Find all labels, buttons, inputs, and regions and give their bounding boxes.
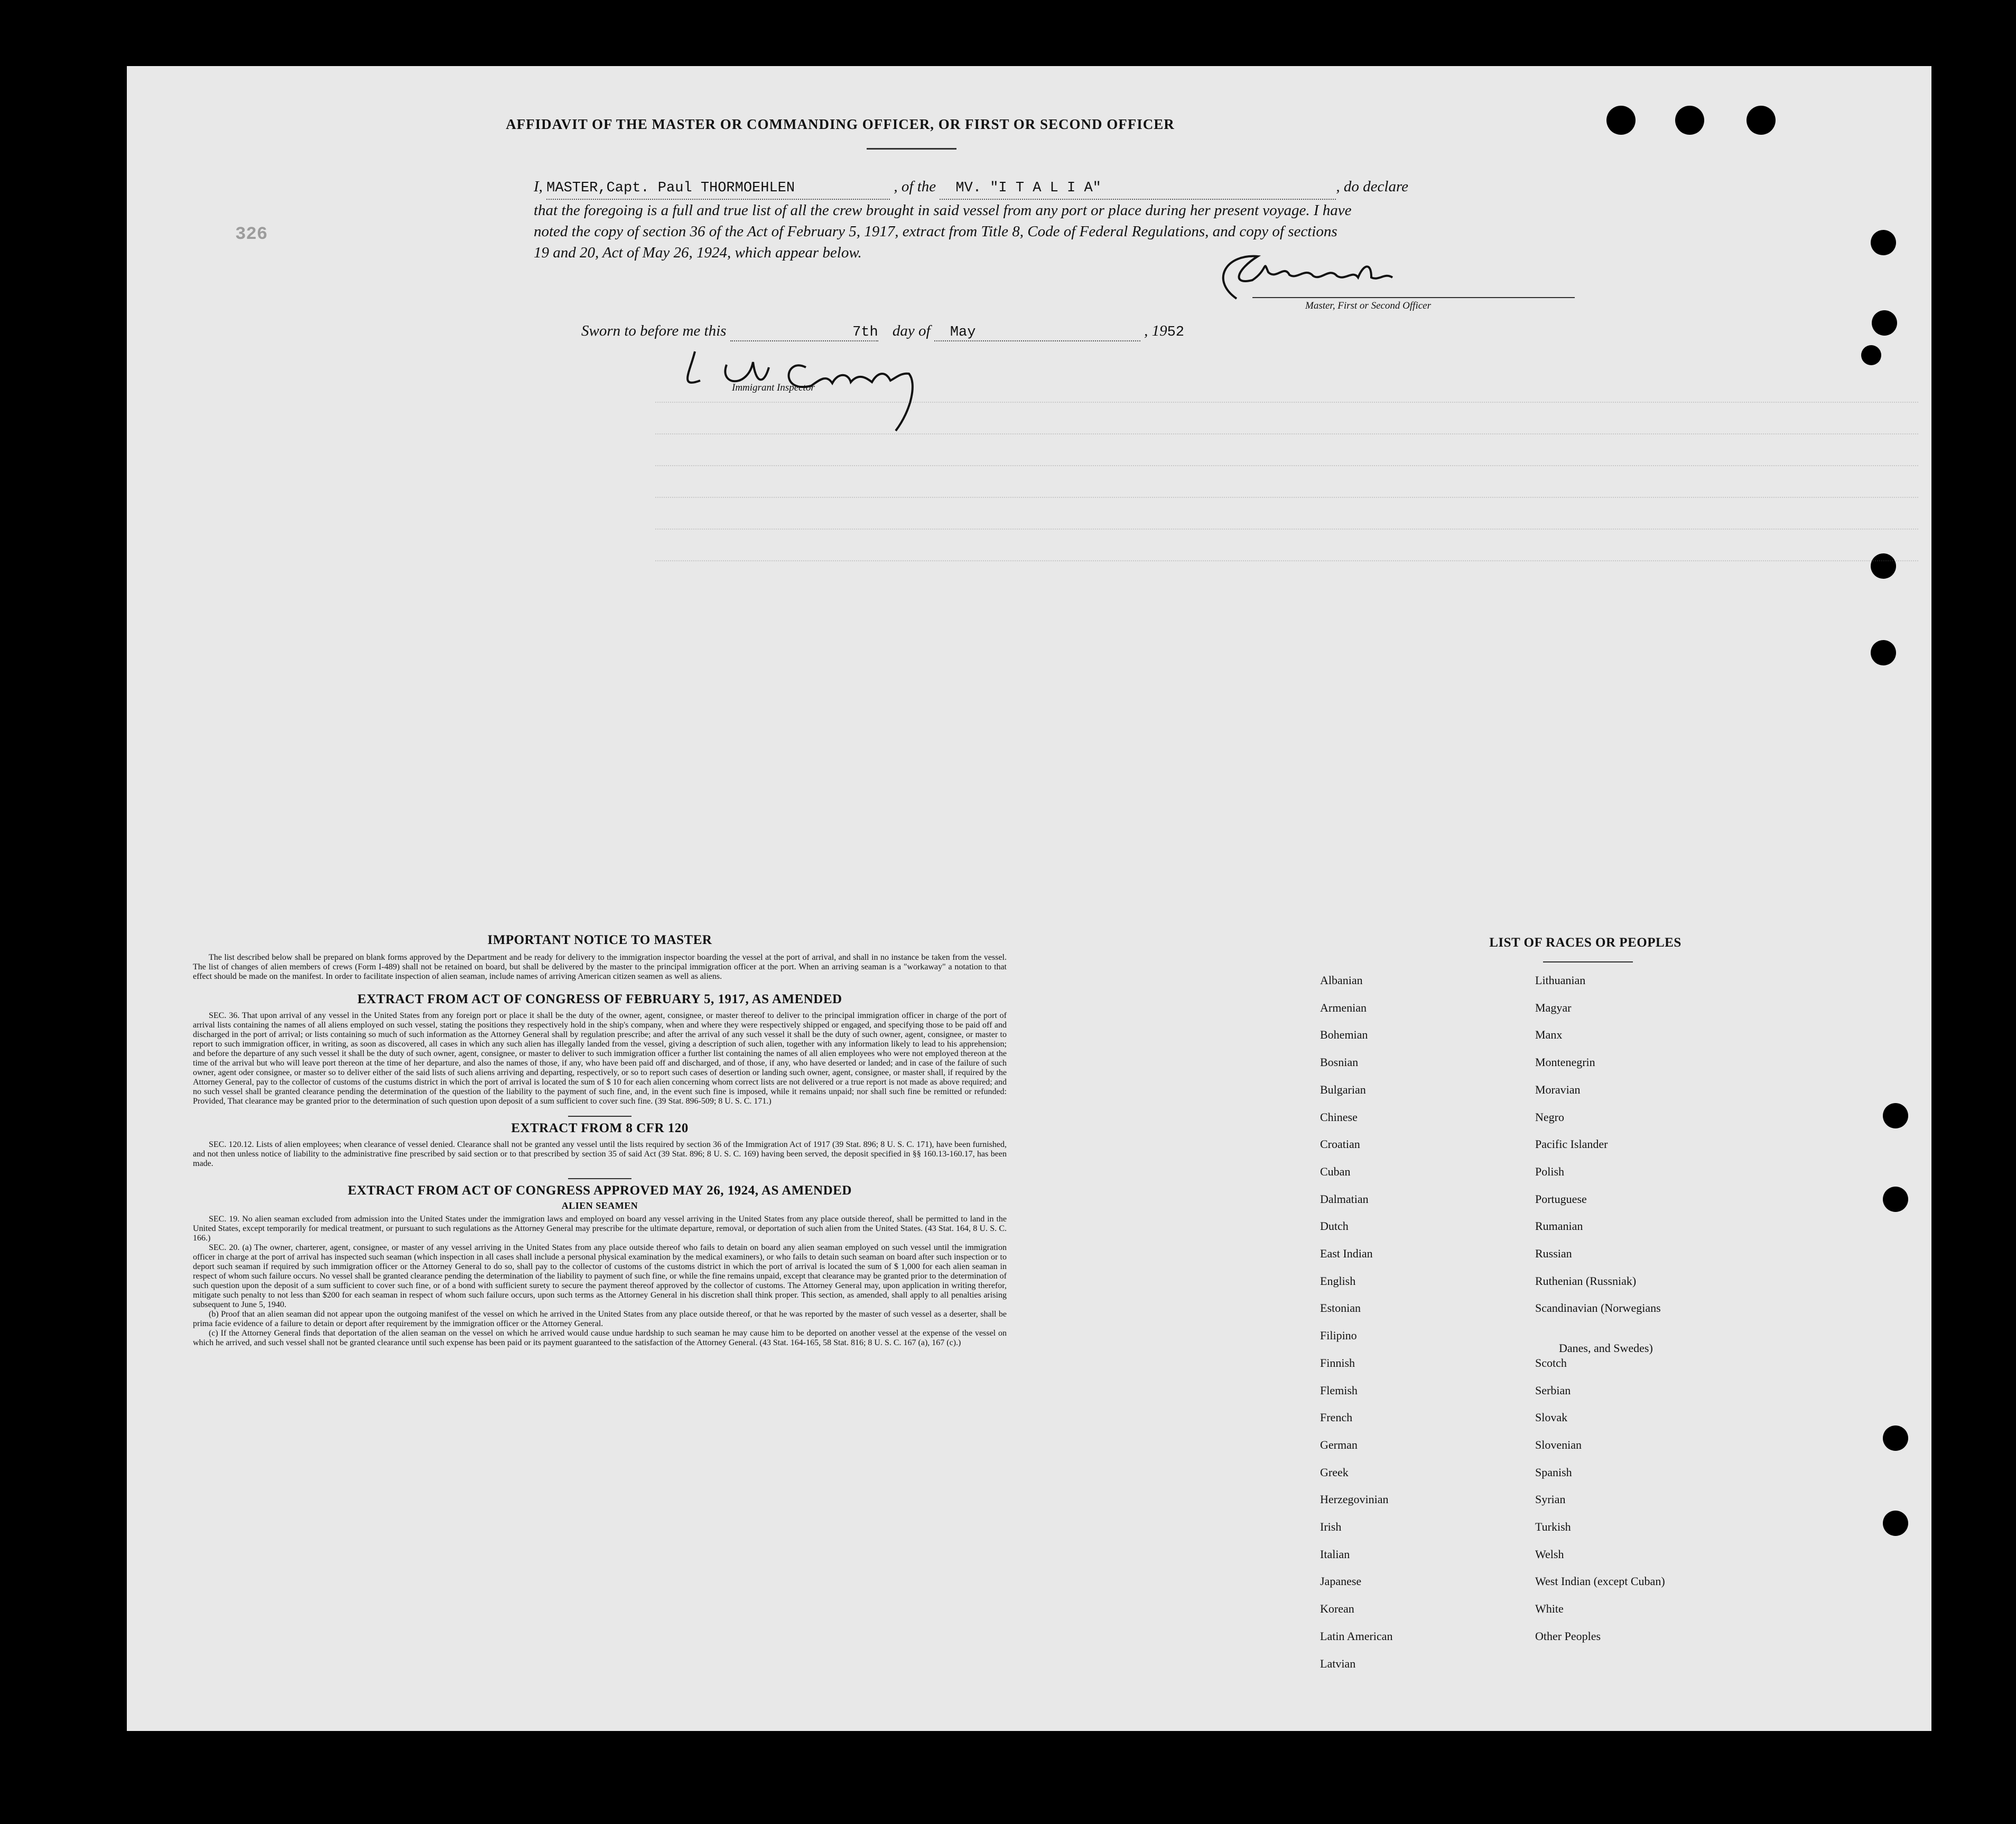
race-item: Chinese bbox=[1320, 1110, 1358, 1124]
race-item: Armenian bbox=[1320, 1001, 1367, 1014]
document-page bbox=[127, 66, 1931, 1731]
race-item: Danes, and Swedes) bbox=[1559, 1341, 1653, 1355]
race-item: Magyar bbox=[1535, 1001, 1572, 1014]
race-item: Lithuanian bbox=[1535, 974, 1586, 987]
extract-1924-sec19: SEC. 19. No alien seaman excluded from admission into the United States under the immigration laws and employed on board any vessel arriving in the United States from any place outside thereof, shall be permitted to land in the United States, except temporarily for medical treatment, or pursuant to such regulations as the Attorney General may prescribe for the ultimate departure, removal, or deportation of such alien from the United States. (43 Stat. 164, 8 U. S. C. 166.) bbox=[193, 1215, 1007, 1243]
legal-notices bbox=[193, 933, 1007, 1348]
sworn-month-field: May bbox=[934, 325, 1140, 341]
sworn-line bbox=[581, 322, 1184, 341]
year-prefix: , 19 bbox=[1144, 322, 1167, 339]
extract-1924-title: EXTRACT FROM ACT OF CONGRESS APPROVED MAY 26, 1924, AS AMENDED bbox=[348, 1183, 852, 1198]
sworn-day-field: 7th bbox=[730, 325, 878, 341]
race-item: Japanese bbox=[1320, 1575, 1362, 1588]
race-item: Portuguese bbox=[1535, 1192, 1587, 1206]
race-item: French bbox=[1320, 1411, 1353, 1424]
race-item: Negro bbox=[1535, 1110, 1564, 1124]
notice-body: The list described below shall be prepared on blank forms approved by the Department and be ready for delivery to the immigration inspector boarding the vessel at the port of arrival, and shall in no instance be taken from the vessel. The list of changes of alien members of crews (Form I-489) shall not be retained on board, but shall be delivered by the master to the principal immigration officer at the port. When an arriving seaman is a "workaway" a notation to that effect should be made on the manifest. In order to facilitate inspection of alien seaman, include names of arriving American citizen seamen as well as aliens. bbox=[193, 953, 1007, 981]
title-rule bbox=[867, 148, 956, 150]
race-item: White bbox=[1535, 1602, 1564, 1615]
race-item: Irish bbox=[1320, 1520, 1342, 1533]
punch-hole bbox=[1746, 106, 1776, 135]
race-item: English bbox=[1320, 1274, 1356, 1288]
race-item: Polish bbox=[1535, 1165, 1565, 1178]
do-declare-label: , do declare bbox=[1336, 178, 1409, 195]
race-item: Cuban bbox=[1320, 1165, 1351, 1178]
race-item: Manx bbox=[1535, 1028, 1563, 1041]
punch-hole bbox=[1883, 1103, 1908, 1128]
race-item: Korean bbox=[1320, 1602, 1354, 1615]
race-item: Ruthenian (Russniak) bbox=[1535, 1274, 1637, 1288]
affidavit-title: AFFIDAVIT OF THE MASTER OR COMMANDING OFFICER, OR FIRST OR SECOND OFFICER bbox=[506, 116, 1175, 132]
extract-cfr-body: SEC. 120.12. Lists of alien employees; when clearance of vessel denied. Clearance shall not be granted any vessel until the lists required by section 36 of the Immigration Act of 1917 (39 Stat. 896; 8 U. S. C. 171), have been furnished, and not then unless notice of liability to the administrative fine prescribed by said section or to that prescribed by section 35 of said Act (39 Stat. 896; 8 U. S. C. 169) having been served, the deposit specified in §§ 160.13-160.17, has been made. bbox=[193, 1140, 1007, 1168]
race-item: Bulgarian bbox=[1320, 1083, 1366, 1096]
races-title: LIST OF RACES OR PEOPLES bbox=[1489, 936, 1681, 950]
race-item: Finnish bbox=[1320, 1356, 1355, 1369]
bleed-through-table bbox=[655, 391, 1918, 671]
race-item: Herzegovinian bbox=[1320, 1493, 1389, 1506]
race-item: Scandinavian (Norwegians bbox=[1535, 1301, 1661, 1314]
year-suffix: 52 bbox=[1167, 325, 1185, 340]
race-item: Slovak bbox=[1535, 1411, 1568, 1424]
punch-hole bbox=[1606, 106, 1636, 135]
divider bbox=[568, 1116, 631, 1117]
race-item: Latin American bbox=[1320, 1629, 1393, 1643]
punch-hole bbox=[1871, 230, 1896, 255]
race-item: Scotch bbox=[1535, 1356, 1567, 1369]
punch-hole bbox=[1883, 1511, 1908, 1536]
race-item: East Indian bbox=[1320, 1247, 1373, 1260]
extract-cfr-title: EXTRACT FROM 8 CFR 120 bbox=[511, 1121, 689, 1135]
punch-hole bbox=[1883, 1187, 1908, 1212]
extract-1917-body: SEC. 36. That upon arrival of any vessel in the United States from any foreign port or place it shall be the duty of the owner, agent, consignee, or master thereof to deliver to the principal immigration officer in charge of the port of arrival lists containing the names of all aliens employed on such vessel, stating the positions they respectively hold in the ship's company, when and where they were respectively shipped or engaged, and specifying those to be paid off and discharged in the port of arrival; or lists containing so much of such information as the Attorney General shall by regulation prescribe; and after the arrival of any such vessel it shall be the duty of such owner, agent, consignee, or master to report to such immigration officer, in writing, as soon as discovered, all cases in which any such alien has illegally landed from the vessel, giving a description of such alien, together with any information likely to lead to his apprehension; and before the departure of any such vessel it shall be the duty of such owner, agent, consignee, or master to deliver to such immigration officer a further list containing the names of all alien employees who were not employed thereon at the time of the arrival but who will leave port thereon at the time of her departure, and also the names of those, if any, who have been paid off and discharged, and of those, if any, who have deserted or landed; and in case of the failure of such owner, agent oder consignee, or master so to deliver either of the said lists of such aliens arriving and departing, respectively, or so to report such cases of desertion or landing such owner, agent, consignee, or master shall, if required by the Attorney General, pay to the collector of customs of the custums district in which the port of arrival is located the sum of $ 10 for each alien concerning whom correct lists are not delivered or a true report is not made as above required; and no such vessel shall be granted clearance pending the determination of the question of the liability to the payment of such fine, and, in the event such fine is imposed, while it remains unpaid; nor shall such fine be remitted or refunded: Provided, That clearance may be granted prior to the determination of such question upon deposit of a sum sufficient to cover such fine. (39 Stat. 896-509; 8 U. S. C. 171.) bbox=[193, 1011, 1007, 1106]
notice-title: IMPORTANT NOTICE TO MASTER bbox=[487, 933, 712, 947]
race-item: Spanish bbox=[1535, 1466, 1572, 1479]
race-item: Rumanian bbox=[1535, 1219, 1583, 1233]
race-item: Albanian bbox=[1320, 974, 1363, 987]
sworn-label: Sworn to before me this bbox=[581, 322, 727, 339]
extract-1924-sec20b: (b) Proof that an alien seaman did not appear upon the outgoing manifest of the vessel on which he arrived in the United States from any place outside thereof, or that he was reported by the master of such vessel as a deserter, shall be prima facie evidence of a failure to detain or deport after requirement by the immigration officer or the Attorney General. bbox=[193, 1310, 1007, 1328]
race-item: Croatian bbox=[1320, 1137, 1360, 1151]
race-item: Filipino bbox=[1320, 1329, 1357, 1342]
declaration-line-3: noted the copy of section 36 of the Act of February 5, 1917, extract from Title 8, Code of Federal Regulations, and copy of sections bbox=[534, 223, 1337, 240]
declaration-line-2: that the foregoing is a full and true list of all the crew brought in said vessel from any port or place during her present voyage. I have bbox=[534, 202, 1352, 219]
race-item: Bosnian bbox=[1320, 1055, 1359, 1069]
day-of-label: day of bbox=[892, 322, 931, 339]
divider bbox=[568, 1178, 631, 1179]
of-the-label: , of the bbox=[894, 178, 936, 195]
declaration-line-1 bbox=[534, 176, 1527, 200]
race-item: Other Peoples bbox=[1535, 1629, 1601, 1643]
race-item: Latvian bbox=[1320, 1657, 1356, 1670]
race-item: Estonian bbox=[1320, 1301, 1361, 1314]
race-item: Flemish bbox=[1320, 1384, 1358, 1397]
officer-caption: Master, First or Second Officer bbox=[1305, 300, 1432, 311]
master-signature-block bbox=[1131, 248, 1575, 311]
race-item: Montenegrin bbox=[1535, 1055, 1595, 1069]
extract-1917-title: EXTRACT FROM ACT OF CONGRESS OF FEBRUARY 5, 1917, AS AMENDED bbox=[357, 992, 842, 1006]
margin-number: 326 bbox=[235, 225, 268, 245]
punch-hole bbox=[1861, 345, 1881, 365]
punch-hole bbox=[1675, 106, 1704, 135]
inspector-caption: Immigrant Inspector bbox=[732, 382, 815, 393]
i-label: I, bbox=[534, 178, 543, 195]
race-item: Syrian bbox=[1535, 1493, 1566, 1506]
race-item: Slovenian bbox=[1535, 1438, 1582, 1451]
race-item: Dutch bbox=[1320, 1219, 1349, 1233]
vessel-name-field: MV. "I T A L I A" bbox=[940, 178, 1336, 200]
punch-hole bbox=[1872, 310, 1897, 336]
race-item: Russian bbox=[1535, 1247, 1572, 1260]
race-item: Turkish bbox=[1535, 1520, 1571, 1533]
race-item: Serbian bbox=[1535, 1384, 1571, 1397]
race-item: Moravian bbox=[1535, 1083, 1581, 1096]
race-item: Italian bbox=[1320, 1548, 1350, 1561]
race-item: Greek bbox=[1320, 1466, 1349, 1479]
race-item: West Indian (except Cuban) bbox=[1535, 1575, 1665, 1588]
extract-1924-subtitle: ALIEN SEAMEN bbox=[561, 1200, 638, 1211]
extract-1924-sec20a: SEC. 20. (a) The owner, charterer, agent, consignee, or master of any vessel arriving in the United States from any place outside thereof who fails to detain on board any alien seaman employed on such vessel until the immigration officer in charge at the port of arrival has inspected such seaman (which inspection in all cases shall include a personal physical examination by the medical examiners), or who fails to detain such seaman on board after such inspection or to deport such seaman if required by such immigration officer or the Attorney General to do so, shall pay to the collector of customs of the customs district in which the port of arrival is located the sum of $ 1,000 for each alien seaman in respect of whom such failure occurs. No vessel shall be granted clearance pending the determination of the liability to payment of such fine, or while the fine remains unpaid, except that clearance may be granted prior to the determination of such question upon the deposit of a sum sufficient to cover such fine, or of a bond with sufficient surety to secure the payment thereof approved by the collector of customs. The Attorney General may, upon application in writing therefor, mitigate such penalty to not less than $200 for each seaman in respect of whom such failure occurs, upon such terms as the Attorney General in his discretion shall think proper. This section, as amended, shall apply to all penalties arising subsequent to June 5, 1940. bbox=[193, 1243, 1007, 1309]
race-item: German bbox=[1320, 1438, 1358, 1451]
master-name-field: MASTER,Capt. Paul THORMOEHLEN bbox=[546, 178, 890, 200]
declaration-line-4: 19 and 20, Act of May 26, 1924, which appear below. bbox=[534, 244, 862, 261]
race-item: Pacific Islander bbox=[1535, 1137, 1608, 1151]
master-signature bbox=[1131, 248, 1575, 301]
race-item: Welsh bbox=[1535, 1548, 1564, 1561]
races-title-rule bbox=[1543, 961, 1633, 962]
race-item: Bohemian bbox=[1320, 1028, 1368, 1041]
race-item: Dalmatian bbox=[1320, 1192, 1369, 1206]
signature-line bbox=[1252, 297, 1575, 298]
punch-hole bbox=[1883, 1425, 1908, 1451]
extract-1924-sec20c: (c) If the Attorney General finds that deportation of the alien seaman on the vessel on which he arrived would cause undue hardship to such seaman he may cause him to be deported on another vessel at the expense of the vessel on which he arrived, and such vessel shall not be granted clearance until such expense has been paid or its payment guaranteed to the satisfaction of the Attorney General. (43 Stat. 164-165, 58 Stat. 816; 8 U. S. C. 167 (a), 167 (c).) bbox=[193, 1329, 1007, 1347]
